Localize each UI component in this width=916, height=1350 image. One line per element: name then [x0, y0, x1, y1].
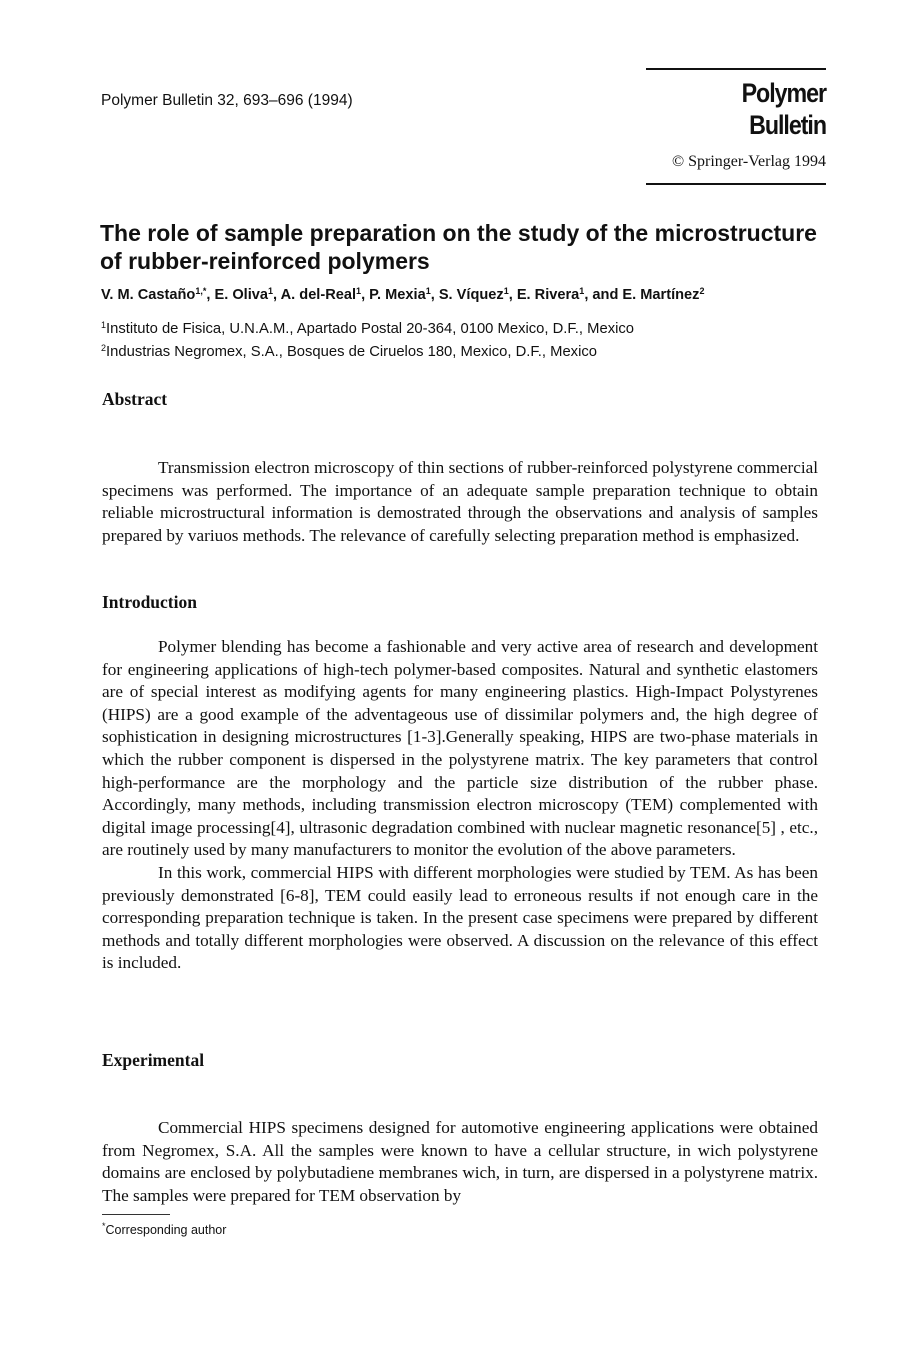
footnote-marker: *	[102, 1221, 106, 1231]
introduction-heading: Introduction	[102, 592, 197, 612]
author-affiliation-marker: 1	[356, 286, 362, 296]
abstract-body	[102, 457, 818, 547]
author-name: E. Oliva	[214, 287, 269, 303]
footnote	[102, 1223, 226, 1237]
author-affiliation-marker: 1	[503, 286, 509, 296]
author-name: A. del-Real	[280, 287, 357, 303]
introduction-paragraph-2: In this work, commercial HIPS with different morphologies were studied by TEM. As has been previously demonstrated [6-8], TEM could easily lead to erroneous results if not enough care in the corresponding preparation technique is taken. In the present case specimens were prepared by different methods and totally different morphologies were observed. A discussion on the relevance of this effect is included.	[102, 862, 818, 973]
author-name: E. Martínez	[622, 287, 700, 303]
author-name: V. M. Castaño	[101, 287, 196, 303]
author-affiliation-marker: 1,*	[195, 286, 207, 296]
footnote-rule	[102, 1214, 170, 1215]
introduction-body	[102, 636, 818, 975]
author-name: S. Víquez	[438, 287, 504, 303]
author-affiliation-marker: 1	[579, 286, 585, 296]
affiliation-1	[101, 318, 634, 341]
affiliation-2-text: Industrias Negromex, S.A., Bosques de Ciruelos 180, Mexico, D.F., Mexico	[106, 344, 597, 360]
introduction-paragraph-1: Polymer blending has become a fashionable and very active area of research and development for engineering applications of high-tech polymer-based composites. Natural and synthetic elastomers are of special interest as modifying agents for many engineering plastics. High-Impact Polystyrenes (HIPS) are a good example of the adventageous use of dissimilar polymers and, the high degree of sophistication in designing microstructures [1-3].Generally speaking, HIPS are two-phase materials in which the rubber component is dispersed in the polystyrene matrix. The key parameters that control high-performance are the morphology and the particle size distribution of the rubber phase. Accordingly, many methods, including transmission electron microscopy (TEM) complemented with digital image processing[4], ultrasonic degradation combined with nuclear magnetic resonance[5] , etc., are routinely used by many manufacturers to monitor the evolution of the above parameters.	[102, 637, 818, 860]
experimental-body	[102, 1117, 818, 1207]
author-name: P. Mexia	[369, 287, 426, 303]
paper-title: The role of sample preparation on the study of the microstructure of rubber-reinforced polymers	[100, 220, 817, 274]
masthead-bottom-rule	[646, 183, 826, 185]
experimental-paragraph: Commercial HIPS specimens designed for automotive engineering applications were obtained from Negromex, S.A. All the samples were known to have a cellular structure, in wich polystyrene domains are enclosed by polybutadiene membranes wich, in turn, are dispersed in a polystyrene matrix. The samples were prepared for TEM observation by	[102, 1118, 818, 1205]
experimental-heading: Experimental	[102, 1050, 205, 1070]
author-list: V. M. Castaño$^{1,*}$, E. Oliva$^1$, A. del-Real$^1$, P. Mexia$^1$, S. Víquez$^1$, E. Rivera$^1$, and E. Martínez$^2$	[101, 286, 705, 303]
footnote-text: Corresponding author	[105, 1223, 227, 1237]
abstract-heading: Abstract	[102, 389, 168, 409]
author-affiliation-marker: 1	[268, 286, 274, 296]
author-affiliation-marker: 1	[425, 286, 431, 296]
masthead-top-rule	[646, 68, 826, 70]
author-name: E. Rivera	[516, 287, 580, 303]
copyright-notice: © Springer-Verlag 1994	[671, 153, 826, 170]
abstract-paragraph: Transmission electron microscopy of thin sections of rubber-reinforced polystyrene commercial specimens was performed. The importance of an adequate sample preparation technique to obtain reliable microstructural information is demostrated through the observations and analysis of samples prepared by variuos methods. The relevance of carefully selecting preparation method is emphasized.	[102, 458, 818, 545]
affiliation-1-marker: 1	[101, 320, 107, 330]
affiliation-2	[101, 341, 634, 364]
affiliations	[101, 318, 634, 364]
author-affiliation-marker: 2	[699, 286, 705, 296]
affiliation-1-text: Instituto de Fisica, U.N.A.M., Apartado Postal 20-364, 0100 Mexico, D.F., Mexico	[106, 321, 635, 337]
journal-citation: Polymer Bulletin 32, 693–696 (1994)	[101, 92, 353, 109]
journal-masthead	[646, 68, 826, 185]
affiliation-2-marker: 2	[101, 343, 107, 353]
journal-name: Polymer Bulletin	[741, 78, 826, 140]
